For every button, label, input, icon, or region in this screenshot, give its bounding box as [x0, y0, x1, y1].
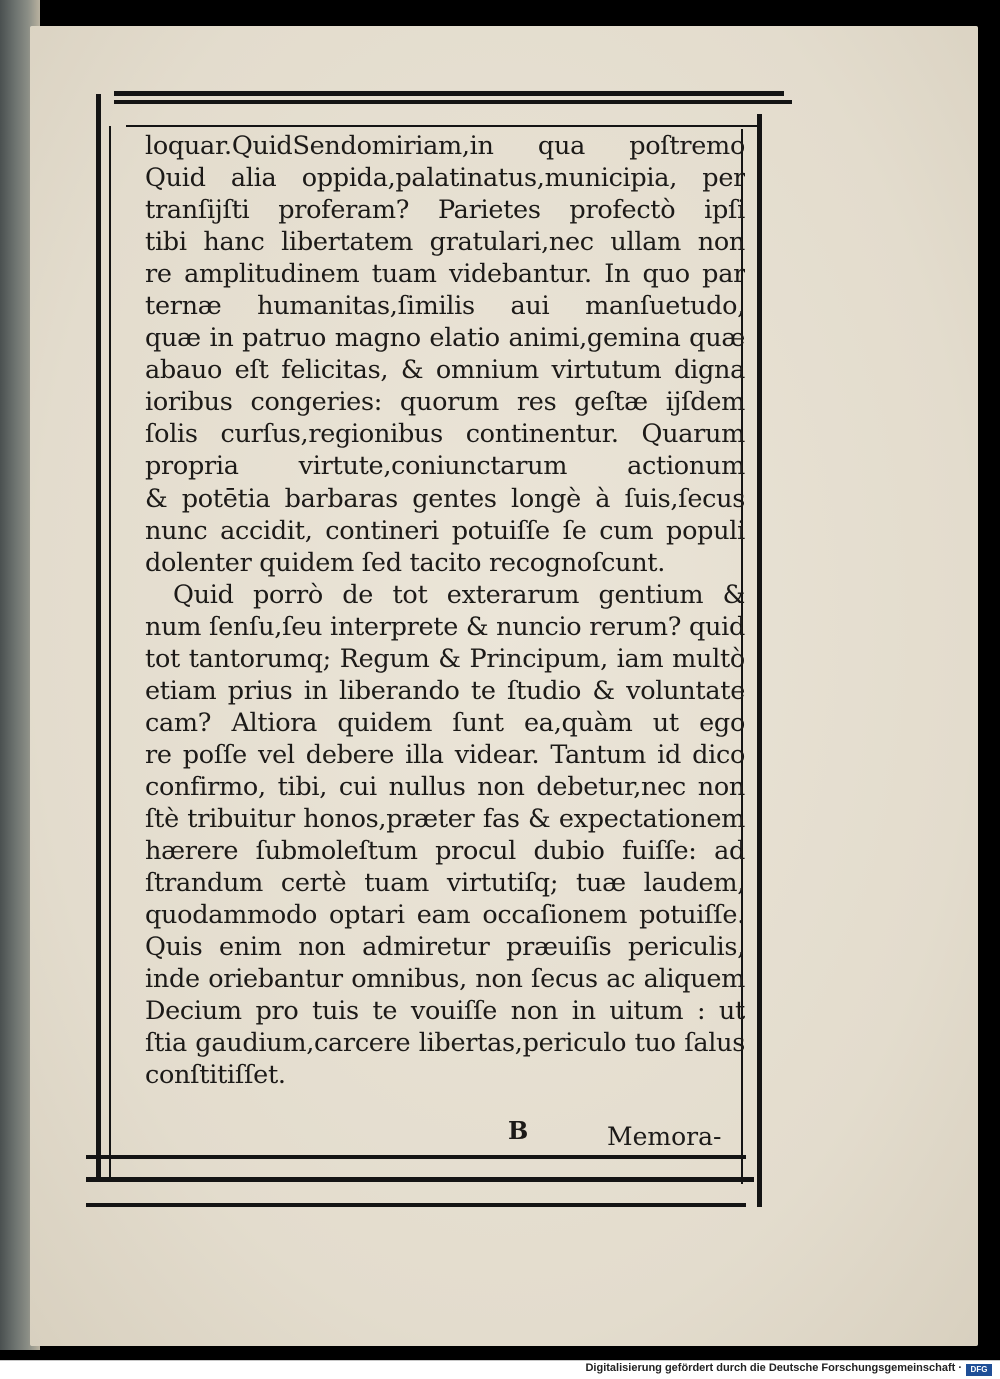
- text-line: ioribus congeries: quorum res geſtæ ijſdem: [145, 387, 745, 418]
- border-bottom-rule-base: [86, 1203, 746, 1207]
- text-line: tot tantorumq; Regum & Principum, iam multò: [145, 643, 745, 674]
- border-bottom-rule: [86, 1155, 746, 1159]
- text-line: tranſijſti proferam? Parietes profectò ipſi: [145, 195, 745, 226]
- text-line: & potētia barbaras gentes longè à ſuis,ſecus: [145, 483, 745, 514]
- text-line: confirmo, tibi, cui nullus non debetur,nec non: [145, 771, 745, 802]
- latin-body-text: [145, 130, 745, 1091]
- border-left-rule-inner: [109, 126, 111, 1181]
- border-left-rule: [96, 94, 101, 1181]
- text-line: re poſſe vel debere illa videar. Tantum id dico: [145, 739, 745, 770]
- dfg-logo-icon: DFG: [966, 1364, 992, 1376]
- text-line-paragraph-end: conſtitiſſet.: [145, 1060, 286, 1091]
- text-line: re amplitudinem tuam videbantur. In quo par: [145, 259, 745, 290]
- border-right-rule: [757, 114, 762, 1207]
- border-top-rule: [114, 91, 784, 96]
- text-line: ſtia gaudium,carcere libertas,periculo tuo ſalus: [145, 1028, 745, 1059]
- text-line: Decium pro tuis te vouiſſe non in uitum : ut: [145, 996, 745, 1027]
- text-line: quæ in patruo magno elatio animi,gemina quæ: [145, 323, 745, 354]
- text-line: Quid alia oppida,palatinatus,municipia, per: [145, 163, 745, 194]
- text-line: abauo eſt felicitas, & omnium virtutum digna: [145, 355, 745, 386]
- text-line: ſtrandum certè tuam virtutiſq; tuæ laudem,: [145, 868, 745, 899]
- text-line: ſolis curſus,regionibus continentur. Quarum: [145, 419, 745, 450]
- digitization-footer: [0, 1360, 1000, 1379]
- text-line: hærere ſubmoleſtum procul dubio fuiſſe: ad: [145, 836, 745, 867]
- text-line: cam? Altiora quidem ſunt ea,quàm ut ego: [145, 707, 745, 738]
- funding-credit: Digitalisierung gefördert durch die Deutsche Forschungsgemeinschaft ·: [585, 1362, 962, 1374]
- border-bottom-rule-lower: [86, 1177, 754, 1182]
- text-line: tibi hanc libertatem gratulari,nec ullam non: [145, 227, 745, 258]
- border-top-rule-thin: [126, 125, 761, 127]
- signature-mark: B: [508, 1116, 529, 1145]
- border-top-rule-inner: [114, 100, 792, 104]
- text-line: inde oriebantur omnibus, non ſecus ac aliquem: [145, 964, 745, 995]
- text-line: quodammodo optari eam occaſionem potuiſſe.: [145, 900, 745, 931]
- text-line: etiam prius in liberando te ſtudio & voluntate: [145, 675, 745, 706]
- catchword: Memora-: [607, 1122, 722, 1151]
- text-line: propria virtute,coniunctarum actionum: [145, 451, 745, 482]
- text-line: Quis enim non admiretur præuiſis periculis,: [145, 932, 745, 963]
- text-line: nunc accidit, contineri potuiſſe ſe cum populi: [145, 515, 745, 546]
- text-line: loquar.QuidSendomiriam,in qua poſtremo: [145, 131, 745, 161]
- text-line: ternæ humanitas,ſimilis aui manſuetudo,: [145, 291, 745, 322]
- text-line-paragraph-end: dolenter quidem ſed tacito recognoſcunt.: [145, 547, 666, 578]
- text-line: ſtè tribuitur honos,præter fas & expectationem: [145, 803, 745, 834]
- text-line: num ſenſu,ſeu interprete & nuncio rerum? quid: [145, 611, 745, 642]
- text-line-paragraph-start: Quid porrò de tot exterarum gentium &: [173, 579, 745, 610]
